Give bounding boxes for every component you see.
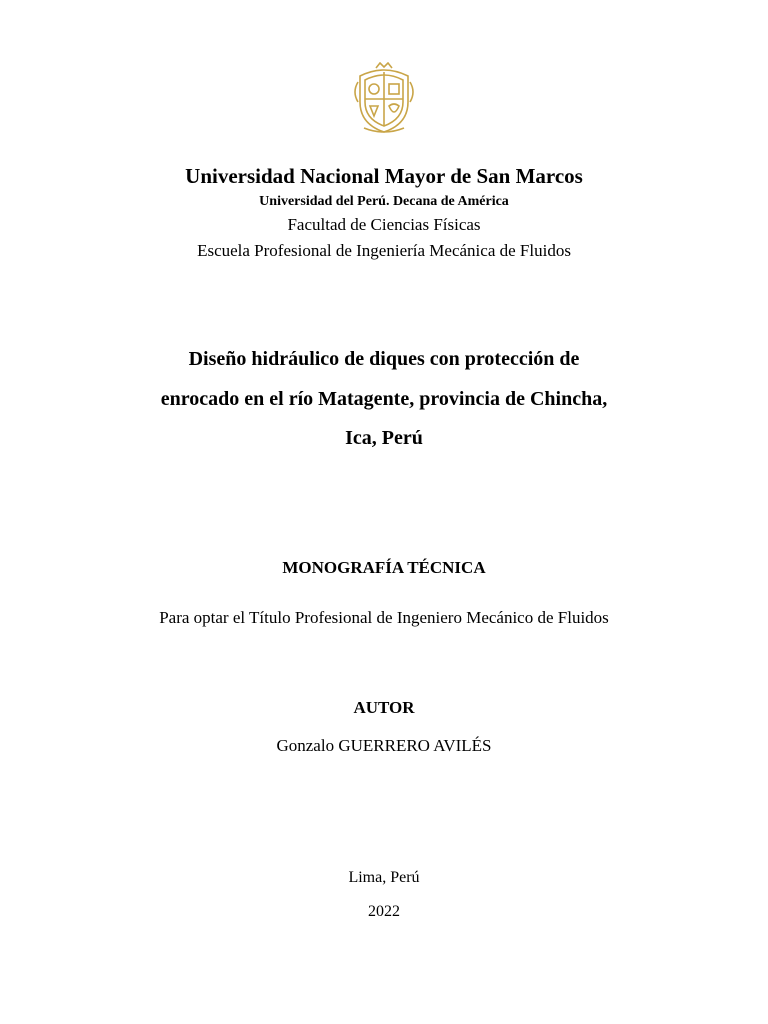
university-name: Universidad Nacional Mayor de San Marcos xyxy=(185,164,583,188)
degree-purpose: Para optar el Título Profesional de Ingeniero Mecánico de Fluidos xyxy=(159,608,609,627)
university-seal-icon xyxy=(350,62,418,134)
author-name: Gonzalo GUERRERO AVILÉS xyxy=(276,736,492,755)
author-heading: AUTOR xyxy=(353,698,415,717)
university-subtitle: Universidad del Perú. Decana de América xyxy=(259,194,509,209)
thesis-title-line-1: Diseño hidráulico de diques con protección de xyxy=(188,348,580,370)
thesis-title-line-3: Ica, Perú xyxy=(345,427,423,449)
year: 2022 xyxy=(368,903,400,920)
place: Lima, Perú xyxy=(348,869,420,886)
document-type: MONOGRAFÍA TÉCNICA xyxy=(282,558,486,577)
school-name: Escuela Profesional de Ingeniería Mecánica de Fluidos xyxy=(197,241,571,260)
faculty-name: Facultad de Ciencias Físicas xyxy=(287,215,481,234)
thesis-title-line-2: enrocado en el río Matagente, provincia de Chincha, xyxy=(160,388,608,410)
